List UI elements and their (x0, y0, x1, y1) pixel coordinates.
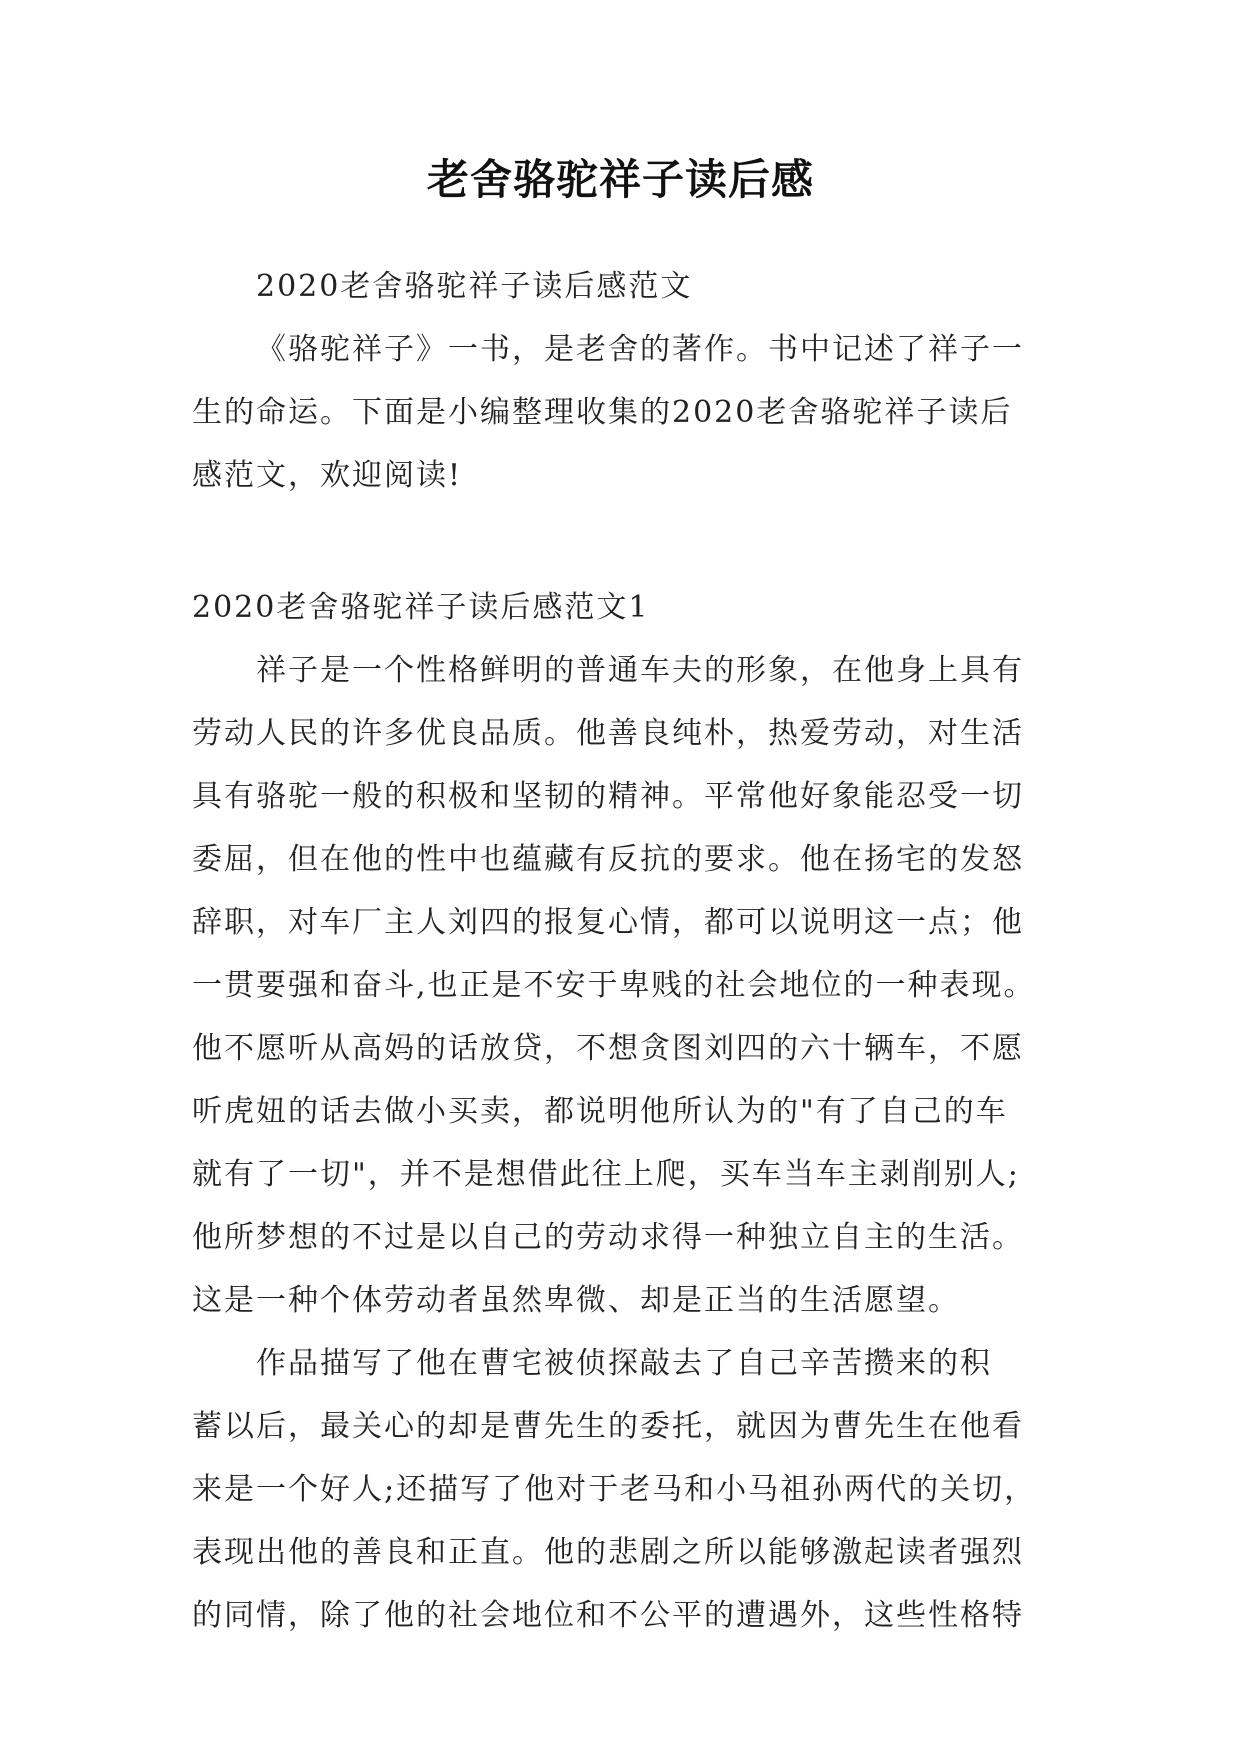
paragraph-line: 劳动人民的许多优良品质。他善良纯朴，热爱劳动，对生活 (192, 716, 1024, 751)
paragraph-line: 就有了一切"，并不是想借此往上爬，买车当车主剥削别人; (192, 1157, 1020, 1192)
intro-block (192, 255, 1054, 507)
section1-block (192, 576, 1054, 1647)
paragraph-line: 蓄以后，最关心的却是曹先生的委托，就因为曹先生在他看 (192, 1409, 1024, 1444)
intro-line: 《骆驼祥子》一书，是老舍的著作。书中记述了祥子一 (256, 332, 1024, 367)
paragraph-line: 委屈，但在他的性中也蕴藏有反抗的要求。他在扬宅的发怒 (192, 842, 1024, 877)
paragraph-line: 听虎妞的话去做小买卖，都说明他所认为的"有了自己的车 (192, 1094, 1008, 1129)
paragraph-line: 祥子是一个性格鲜明的普通车夫的形象，在他身上具有 (256, 653, 1024, 688)
paragraph-line: 他不愿听从高妈的话放贷，不想贪图刘四的六十辆车，不愿 (192, 1031, 1024, 1066)
document-title: 老舍骆驼祥子读后感 (426, 155, 814, 204)
intro-line: 生的命运。下面是小编整理收集的2020老舍骆驼祥子读后 (192, 395, 1013, 430)
paragraph-line: 的同情，除了他的社会地位和不公平的遭遇外，这些性格特 (192, 1598, 1024, 1633)
paragraph-line: 具有骆驼一般的积极和坚韧的精神。平常他好象能忍受一切 (192, 779, 1024, 814)
paragraph-line: 表现出他的善良和正直。他的悲剧之所以能够激起读者强烈 (192, 1535, 1024, 1570)
intro-heading: 2020老舍骆驼祥子读后感范文 (256, 269, 693, 304)
section1-heading: 2020老舍骆驼祥子读后感范文1 (192, 590, 650, 625)
paragraph-line: 来是一个好人;还描写了他对于老马和小马祖孙两代的关切， (192, 1472, 1037, 1507)
intro-line: 感范文，欢迎阅读! (192, 458, 463, 493)
paragraph-line: 一贯要强和奋斗,也正是不安于卑贱的社会地位的一种表现。 (192, 968, 1036, 1003)
paragraph-line: 这是一种个体劳动者虽然卑微、却是正当的生活愿望。 (192, 1283, 960, 1318)
paragraph-line: 辞职，对车厂主人刘四的报复心情，都可以说明这一点；他 (192, 905, 1024, 940)
paragraph-line: 作品描写了他在曹宅被侦探敲去了自己辛苦攒来的积 (256, 1346, 992, 1381)
paragraph-line: 他所梦想的不过是以自己的劳动求得一种独立自主的生活。 (192, 1220, 1024, 1255)
